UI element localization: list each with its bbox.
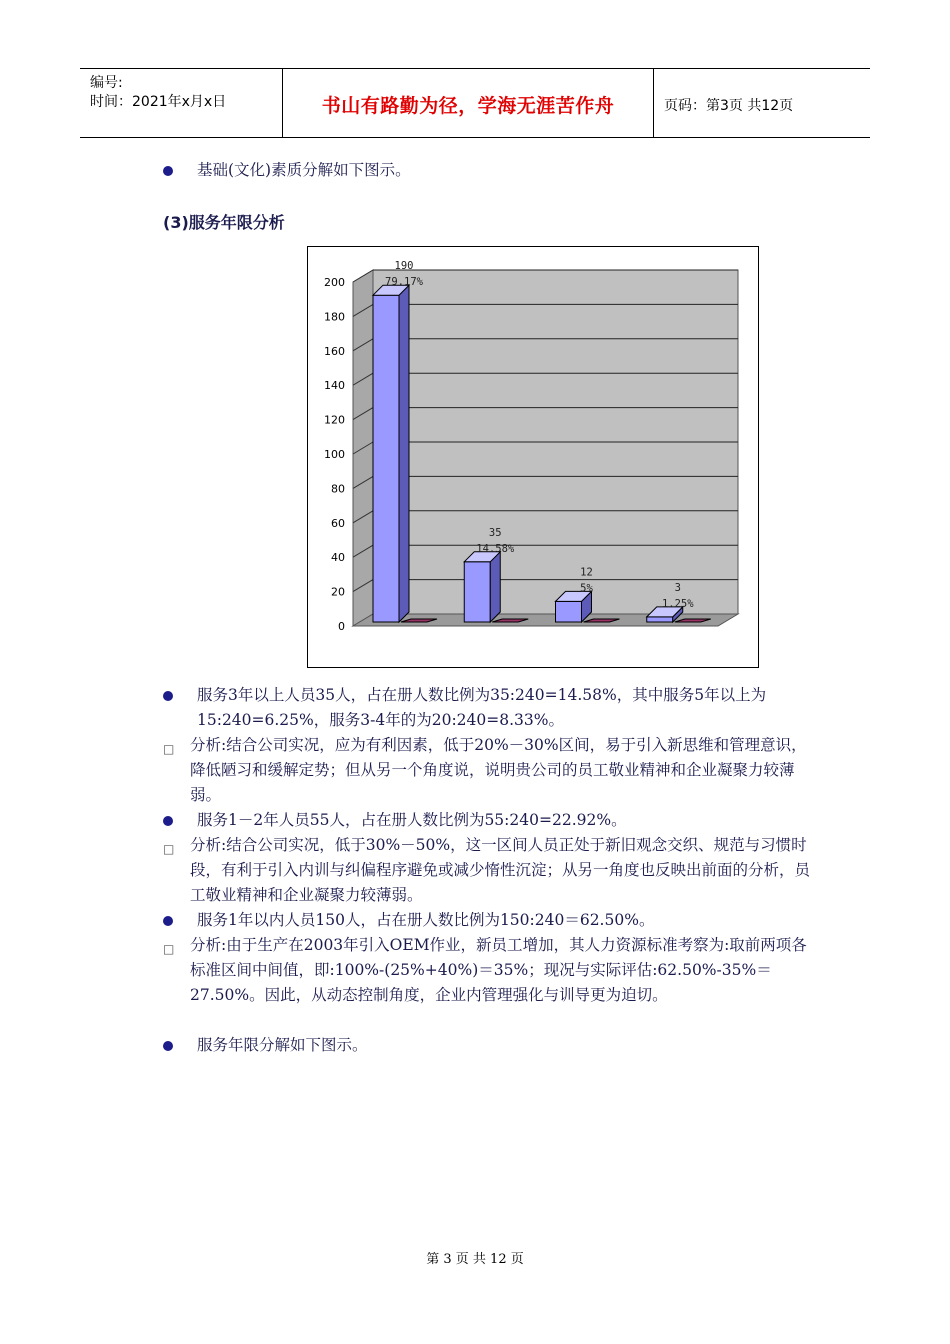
header-meta-cell — [80, 69, 283, 137]
box-bullet-icon: □ — [163, 742, 175, 756]
y-tick-label: 20 — [331, 585, 345, 599]
para-text: 服务年限分解如下图示。 — [197, 1036, 368, 1054]
box-bullet-icon: □ — [163, 842, 175, 856]
bar-front — [647, 617, 673, 622]
bar-front — [464, 562, 490, 622]
y-tick-label: 140 — [324, 379, 345, 393]
y-tick-label: 200 — [324, 276, 345, 289]
y-tick-label: 160 — [324, 344, 345, 358]
bullet-dot-icon — [163, 166, 173, 176]
bar-side — [490, 552, 500, 622]
para-text: 服务3年以上人员35人，占在册人数比例为35:240=14.58%，其中服务5年以上为15:240=6.25%，服务3-4年的为20:240=8.33%。 — [197, 686, 767, 729]
y-tick-label: 80 — [331, 482, 345, 496]
time-label: 时间：2021年x月x日 — [90, 94, 227, 110]
data-label-percent: 1.25% — [661, 597, 694, 610]
box-bullet-icon: □ — [163, 942, 175, 956]
bar-front — [373, 295, 399, 622]
y-tick-label: 120 — [324, 413, 345, 427]
bar-front — [556, 601, 582, 622]
data-label-count: 190 — [394, 260, 414, 273]
chart-svg — [308, 247, 758, 667]
para-text: 服务1年以内人员150人，占在册人数比例为150:240＝62.50%。 — [197, 911, 655, 929]
data-label-percent: 79.17% — [385, 276, 423, 289]
data-label-percent: 14.58% — [476, 542, 515, 555]
bullet-dot-icon — [163, 816, 173, 826]
service-years-chart — [307, 246, 759, 668]
bullet-dot-icon — [163, 916, 173, 926]
page-label: 页码：第3页 共12页 — [664, 98, 794, 114]
header-motto-cell — [283, 69, 654, 137]
data-label-count: 12 — [580, 566, 593, 579]
header-page-cell — [654, 69, 870, 137]
para-text: 分析:结合公司实况，低于30%－50%，这一区间人员正处于新旧观念交织、规范与习惯时段，有利于引入内训与纠偏程序避免或减少惰性沉淀；从另一角度也反映出前面的分析，员工敬业精神和企业凝聚力较薄弱。 — [190, 836, 811, 904]
data-label-percent: 5% — [580, 582, 593, 595]
y-tick-label: 60 — [331, 516, 345, 530]
y-tick-label: 180 — [324, 310, 345, 324]
document-header — [80, 68, 870, 138]
y-tick-label: 40 — [331, 551, 345, 565]
bar-side — [399, 285, 409, 622]
para-text: 分析:由于生产在2003年引入OEM作业，新员工增加，其人力资源标准考察为:取前两项各标准区间中间值，即:100%-(25%+40%)＝35%；现况与实际评估:62.50%-35%＝27.50%。因此，从动态控制角度，企业内管理强化与训导更为迫切。 — [190, 936, 807, 1004]
bullet-dot-icon — [163, 691, 173, 701]
para-text: 分析:结合公司实况，应为有利因素，低于20%－30%区间，易于引入新思维和管理意识，降低陋习和缓解定势；但从另一个角度说，说明贵公司的员工敬业精神和企业凝聚力较薄弱。 — [190, 736, 807, 804]
y-tick-label: 0 — [338, 620, 345, 633]
bullet-dot-icon — [163, 1041, 173, 1051]
y-tick-label: 100 — [324, 448, 345, 461]
data-label-count: 35 — [488, 526, 502, 539]
section-heading: (3)服务年限分析 — [163, 213, 285, 232]
data-label-count: 3 — [674, 581, 681, 594]
para-text: 服务1－2年人员55人，占在册人数比例为55:240=22.92%。 — [197, 811, 627, 829]
motto: 书山有路勤为径，学海无涯苦作舟 — [321, 95, 615, 117]
intro-text: 基础(文化)素质分解如下图示。 — [197, 161, 411, 179]
page-footer: 第 3 页 共 12 页 — [426, 1252, 524, 1267]
code-label: 编号: — [90, 75, 123, 91]
